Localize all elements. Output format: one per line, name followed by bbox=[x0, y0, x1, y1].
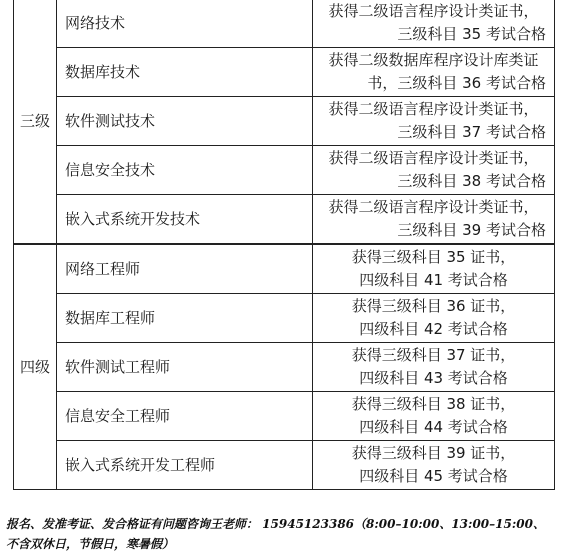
subject-cell: 嵌入式系统开发工程师 bbox=[57, 441, 313, 490]
requirement-cell bbox=[313, 294, 555, 343]
requirement-line: 三级科目 35 考试合格 bbox=[397, 25, 546, 43]
requirement-cell bbox=[313, 195, 555, 245]
requirement-line: 四级科目 45 考试合格 bbox=[359, 467, 508, 485]
requirement-cell bbox=[313, 392, 555, 441]
subject-cell: 数据库技术 bbox=[57, 48, 313, 97]
table-row bbox=[14, 195, 555, 245]
subject-cell: 信息安全技术 bbox=[57, 146, 313, 195]
level-cell: 三级 bbox=[14, 0, 57, 244]
requirement-line: 获得二级语言程序设计类证书， bbox=[328, 100, 539, 118]
requirement-line: 书，三级科目 36 考试合格 bbox=[367, 74, 546, 92]
table-row bbox=[14, 392, 555, 441]
table-row bbox=[14, 294, 555, 343]
subject-cell: 嵌入式系统开发技术 bbox=[57, 195, 313, 245]
requirement-line: 获得三级科目 36 证书， bbox=[351, 297, 516, 315]
table-row bbox=[14, 48, 555, 97]
table-row bbox=[14, 146, 555, 195]
requirement-cell bbox=[313, 48, 555, 97]
subject-cell: 软件测试工程师 bbox=[57, 343, 313, 392]
level-cell: 四级 bbox=[14, 244, 57, 490]
requirement-line: 三级科目 39 考试合格 bbox=[397, 221, 546, 239]
requirement-line: 四级科目 44 考试合格 bbox=[359, 418, 508, 436]
requirement-line: 获得二级语言程序设计类证书， bbox=[328, 2, 539, 20]
table-row bbox=[14, 0, 555, 48]
requirement-line: 获得三级科目 38 证书， bbox=[351, 395, 516, 413]
requirement-line: 获得三级科目 39 证书， bbox=[351, 444, 516, 462]
contact-note bbox=[6, 514, 566, 554]
requirement-line: 获得三级科目 37 证书， bbox=[351, 346, 516, 364]
requirement-cell bbox=[313, 0, 555, 48]
requirement-line: 获得二级语言程序设计类证书， bbox=[328, 149, 539, 167]
requirement-cell bbox=[313, 146, 555, 195]
requirement-cell bbox=[313, 441, 555, 490]
table-row bbox=[14, 343, 555, 392]
requirement-cell bbox=[313, 244, 555, 294]
subject-cell: 软件测试技术 bbox=[57, 97, 313, 146]
requirement-line: 三级科目 37 考试合格 bbox=[397, 123, 546, 141]
requirement-line: 四级科目 41 考试合格 bbox=[359, 271, 508, 289]
subject-cell: 网络技术 bbox=[57, 0, 313, 48]
requirement-line: 获得二级语言程序设计类证书， bbox=[328, 198, 539, 216]
exam-levels-table bbox=[13, 0, 555, 490]
subject-cell: 网络工程师 bbox=[57, 244, 313, 294]
requirement-line: 四级科目 43 考试合格 bbox=[359, 369, 508, 387]
requirement-line: 获得三级科目 35 证书， bbox=[351, 248, 516, 266]
contact-note-line: 报名、发准考证、发合格证有问题咨询王老师： 15945123386（8:00–10:00、13:00–15:00、 bbox=[6, 517, 545, 531]
requirement-cell bbox=[313, 97, 555, 146]
table-row bbox=[14, 97, 555, 146]
subject-cell: 信息安全工程师 bbox=[57, 392, 313, 441]
table-row bbox=[14, 244, 555, 294]
subject-cell: 数据库工程师 bbox=[57, 294, 313, 343]
table-row bbox=[14, 441, 555, 490]
requirement-line: 三级科目 38 考试合格 bbox=[397, 172, 546, 190]
requirement-cell bbox=[313, 343, 555, 392]
requirement-line: 获得二级数据库程序设计库类证 bbox=[328, 51, 539, 69]
requirement-line: 四级科目 42 考试合格 bbox=[359, 320, 508, 338]
contact-note-line: 不含双休日，节假日，寒暑假） bbox=[6, 537, 175, 551]
